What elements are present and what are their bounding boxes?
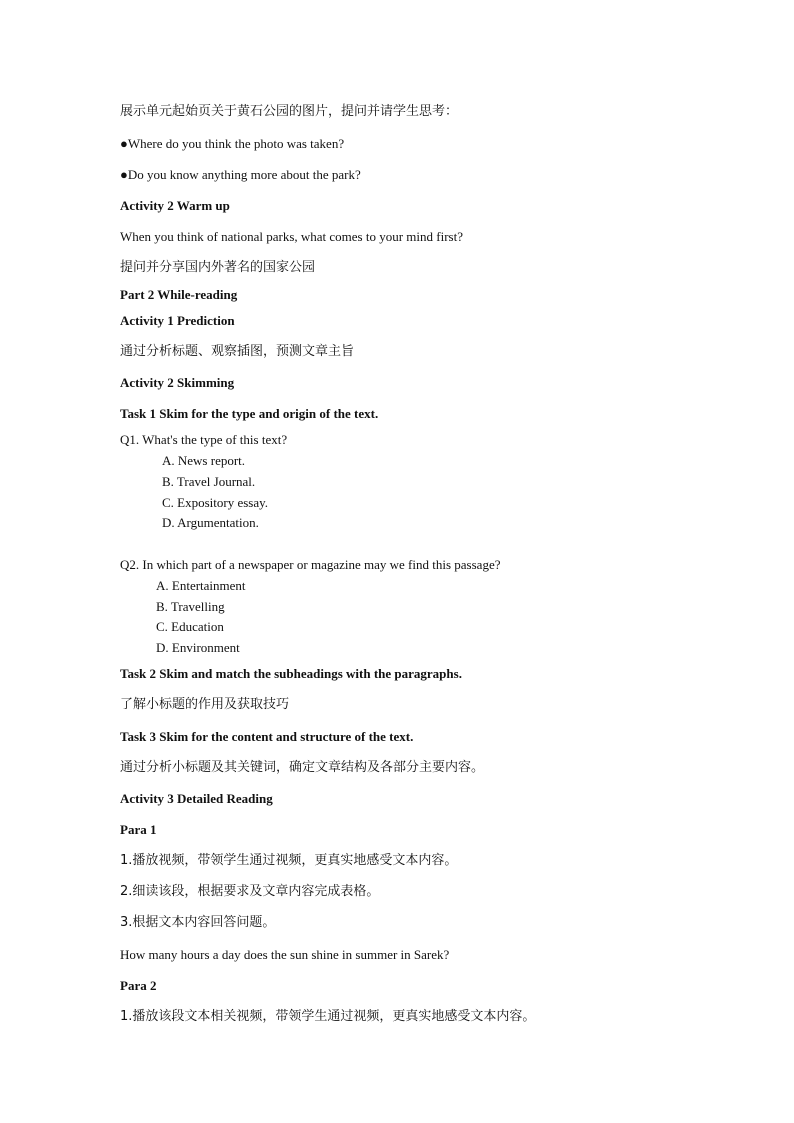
question-q1: Q1. What's the type of this text? — [120, 432, 288, 447]
para-heading: Para 1 — [120, 822, 157, 837]
para2-step-1: 1.播放该段文本相关视频，带领学生通过视频，更真实地感受文本内容。 — [120, 1009, 536, 1024]
q1-option-b: B. Travel Journal. — [162, 474, 256, 489]
question-bullet-2: ●Do you know anything more about the park? — [120, 167, 361, 182]
activity-heading: Activity 2 Warm up — [120, 198, 230, 213]
q1-option-d: D. Argumentation. — [162, 515, 259, 530]
q2-option-d: D. Environment — [156, 640, 240, 655]
warmup-question: When you think of national parks, what comes to your mind first? — [120, 229, 463, 244]
activity-heading: Activity 1 Prediction — [120, 313, 235, 328]
task-heading: Task 2 Skim and match the subheadings with the paragraphs. — [120, 666, 462, 681]
para1-question: How many hours a day does the sun shine in summer in Sarek? — [120, 947, 450, 962]
task-heading: Task 1 Skim for the type and origin of the text. — [120, 406, 379, 421]
task2-instruction: 了解小标题的作用及获取技巧 — [120, 697, 290, 712]
prediction-instruction: 通过分析标题、观察插图，预测文章主旨 — [120, 344, 355, 359]
q2-option-c: C. Education — [156, 619, 224, 634]
para1-step-1: 1.播放视频，带领学生通过视频，更真实地感受文本内容。 — [120, 853, 458, 868]
task3-instruction: 通过分析小标题及其关键词，确定文章结构及各部分主要内容。 — [120, 760, 485, 775]
para1-step-3: 3.根据文本内容回答问题。 — [120, 915, 276, 930]
part-heading: Part 2 While-reading — [120, 287, 238, 302]
q1-option-c: C. Expository essay. — [162, 495, 269, 510]
task-heading: Task 3 Skim for the content and structure of the text. — [120, 729, 414, 744]
question-bullet-1: ●Where do you think the photo was taken? — [120, 136, 345, 151]
warmup-instruction: 提问并分享国内外著名的国家公园 — [120, 260, 316, 275]
activity-heading: Activity 3 Detailed Reading — [120, 791, 273, 806]
q2-option-a: A. Entertainment — [156, 578, 246, 593]
intro-instruction: 展示单元起始页关于黄石公园的图片，提问并请学生思考： — [120, 104, 459, 119]
activity-heading: Activity 2 Skimming — [120, 375, 235, 390]
para-heading: Para 2 — [120, 978, 157, 993]
q2-option-b: B. Travelling — [156, 599, 225, 614]
q1-option-a: A. News report. — [162, 453, 246, 468]
para1-step-2: 2.细读该段，根据要求及文章内容完成表格。 — [120, 884, 380, 899]
question-q2: Q2. In which part of a newspaper or magazine may we find this passage? — [120, 557, 501, 572]
